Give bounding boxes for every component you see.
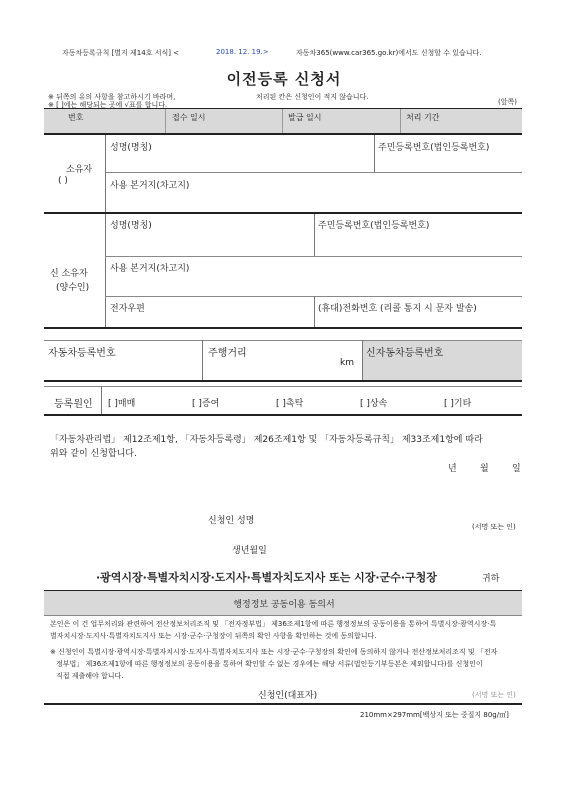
owner-paren: ( ) bbox=[58, 176, 68, 186]
receipt-date-label: 접수 일시 bbox=[172, 113, 206, 122]
cause-option-commission[interactable]: [ ]촉탁 bbox=[276, 399, 304, 409]
new-owner-email-field[interactable]: 전자우편 bbox=[110, 304, 145, 314]
owner-id-field[interactable]: 주민등록번호(법인등록번호) bbox=[378, 143, 490, 153]
consent-p2-b: 정부법」 제36조제1항에 따른 행정정보의 공동이용을 통하여 확인할 수 없는 경우에는 해당 서류(법인등기부등본은 제외합니다)를 신청인이 bbox=[56, 660, 483, 668]
consent-title: 행정정보 공동이용 동의서 bbox=[233, 600, 335, 610]
page-side: (앞쪽) bbox=[498, 98, 517, 106]
mileage-field[interactable]: 주행거리 bbox=[208, 348, 247, 359]
paper-spec: 210mm×297mm[백상지 또는 중질지 80g/㎡] bbox=[360, 711, 509, 719]
consent-p1-b: 별자치시장·도지사·특별자치도지사 또는 시장·군수·구청장이 뒤쪽의 확인 사항을 확인하는 것에 동의합니다. bbox=[50, 632, 377, 640]
mileage-unit: km bbox=[340, 358, 354, 368]
cause-option-sale[interactable]: [ ]매매 bbox=[108, 399, 136, 409]
processing-period-label: 처리 기간 bbox=[406, 113, 440, 122]
statement-line-2: 위와 같이 신청합니다. bbox=[50, 449, 137, 459]
cause-label: 등록원인 bbox=[54, 399, 93, 410]
note-1b: 처리된 칸은 신청인이 적지 않습니다. bbox=[256, 93, 369, 101]
new-owner-name-field[interactable]: 성명(명칭) bbox=[110, 221, 152, 231]
consent-p2-c: 직접 제출해야 합니다. bbox=[56, 672, 124, 680]
consent-p1-a: 본인은 이 건 업무처리와 관련하여 전산정보처리조직 및 「전자정부법」 제36조제1항에 따른 행정정보의 공동이용을 통하여 특별시장·광역시장·특 bbox=[50, 620, 497, 628]
online-notice: 자동차365(www.car365.go.kr)에서도 신청할 수 있습니다. bbox=[296, 49, 482, 57]
consent-signer[interactable]: 신청인(대표자) bbox=[258, 691, 318, 701]
date-year: 년 bbox=[448, 464, 457, 474]
note-1: ※ 뒤쪽의 유의 사항을 참고하시기 바라며, bbox=[48, 93, 176, 101]
cause-option-gift[interactable]: [ ]증여 bbox=[192, 399, 220, 409]
new-owner-phone-field[interactable]: (휴대)전화번호 (리콜 통지 시 문자 발송) bbox=[318, 304, 477, 314]
note-2: ※ [ ]에는 해당되는 곳에 √표를 합니다. bbox=[48, 101, 168, 109]
new-vehicle-reg-no-field[interactable]: 신자동차등록번호 bbox=[366, 348, 444, 359]
new-owner-id-field[interactable]: 주민등록번호(법인등록번호) bbox=[318, 221, 430, 231]
receipt-number-label: 번호 bbox=[68, 113, 84, 122]
applicant-dob-field[interactable]: 생년월일 bbox=[232, 546, 267, 556]
vehicle-reg-no-field[interactable]: 자동차등록번호 bbox=[48, 348, 116, 359]
regulation-text: 자동차등록규칙 [별지 제14호 서식] < bbox=[62, 49, 180, 57]
new-owner-label: 신 소유자 bbox=[50, 269, 88, 279]
form-title: 이전등록 신청서 bbox=[226, 70, 342, 88]
owner-label: 소유자 bbox=[66, 165, 93, 175]
cause-option-inheritance[interactable]: [ ]상속 bbox=[360, 399, 388, 409]
new-owner-sub: (양수인) bbox=[56, 283, 90, 293]
issue-date-label: 발급 일시 bbox=[288, 113, 322, 122]
date-day: 일 bbox=[512, 464, 521, 474]
consent-sign: (서명 또는 인) bbox=[472, 691, 516, 699]
new-owner-address-field[interactable]: 사용 본거지(차고지) bbox=[110, 264, 190, 274]
owner-name-field[interactable]: 성명(명칭) bbox=[110, 143, 152, 153]
cause-option-other[interactable]: [ ]기타 bbox=[444, 399, 472, 409]
addressee: ·광역시장·특별자치시장·도지사·특별자치도지사 또는 시장·군수·구청장 bbox=[96, 571, 437, 584]
revision-date: 2018. 12. 19.> bbox=[216, 48, 269, 56]
applicant-sign: (서명 또는 인) bbox=[472, 523, 516, 531]
consent-p2-a: ※ 신청인이 특별시장·광역시장·특별자치시장·도지사·특별자치도지사 또는 시장·군수·구청장의 확인에 동의하지 않거나 전산정보처리조직 및 「전자 bbox=[50, 648, 498, 656]
statement-line-1: 「자동차관리법」 제12조제1항, 「자동차등록령」 제26조제1항 및 「자동차등록규칙」 제33조제1항에 따라 bbox=[50, 435, 483, 445]
applicant-name-field[interactable]: 신청인 성명 bbox=[208, 516, 255, 526]
date-month: 월 bbox=[480, 464, 489, 474]
addressee-suffix: 귀하 bbox=[482, 574, 500, 584]
owner-address-field[interactable]: 사용 본거지(차고지) bbox=[110, 181, 190, 191]
